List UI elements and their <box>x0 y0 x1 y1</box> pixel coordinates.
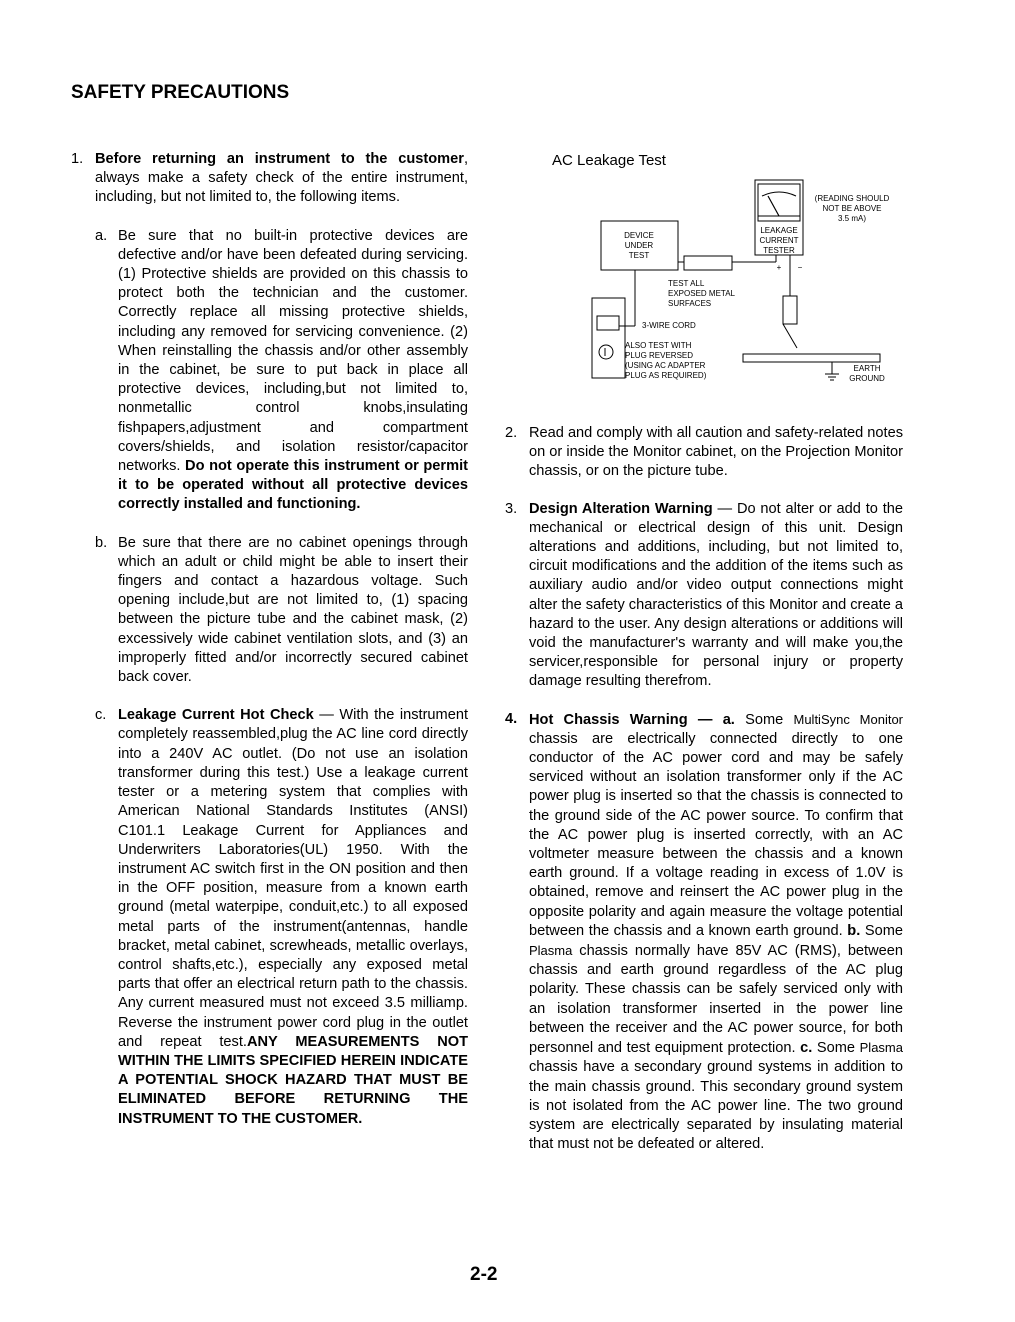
also-test-line4: PLUG AS REQUIRED) <box>625 371 707 380</box>
device-label-line3: TEST <box>628 251 650 260</box>
item-4 <box>505 710 903 1155</box>
probe-resistor <box>684 256 732 270</box>
item-4-some-2: Some <box>860 922 903 939</box>
item-4-b-label: b. <box>847 922 861 939</box>
tester-label-line1: LEAKAGE <box>760 226 798 235</box>
also-test-line1: ALSO TEST WITH <box>625 341 692 350</box>
item-1b <box>95 534 468 688</box>
item-4-c-label: c. <box>800 1040 813 1057</box>
reading-note-line2: NOT BE ABOVE <box>822 204 882 213</box>
item-4-product-3: Plasma <box>859 1040 903 1056</box>
item-4-heading: Hot Chassis Warning — a. <box>529 711 735 728</box>
figure-title: AC Leakage Test <box>552 152 666 169</box>
item-1b-letter: b. <box>95 534 108 551</box>
cord-label: 3-WIRE CORD <box>642 321 696 330</box>
item-1-number: 1. <box>71 151 84 167</box>
device-label-line2: UNDER <box>624 241 654 250</box>
item-1a-warning: Do not operate this instrument or permit it to be operated without all protective devices correctly installed and functioning. <box>118 458 468 513</box>
test-surfaces-line3: SURFACES <box>668 299 712 308</box>
right-column <box>505 424 903 1154</box>
item-1b-text: Be sure that there are no cabinet openings through which an adult or child might be able to insert their fingers and contact a hazardous voltage. Such opening include,but are not limited to, (1) spacing between the picture tube and the cabinet mask, (2) excessively wide cabinet ventilation slots, and (3) an improperly fitted and/or incorrectly secured cabinet back cover. <box>118 534 468 686</box>
item-1c-text: — With the instrument completely reassembled,plug the AC line cord directly into a 240V AC outlet. (Do not use an isolation transformer during this test.) Use a leakage current tester or a metering system that complies with American National Standards Institutes (ANSI) C101.1 Leakage Current for Appliances and Underwriters Laboratories(UL) 1950. With the instrument AC switch first in the ON position and then in the OFF position, measure from a known earth ground (metal waterpipe, conduit,etc.) to all exposed metal parts of the instrument(antennas, handle bracket, metal cabinet, screwheads, metallic overlays, control shafts,etc.), especially any exposed metal parts that offer an electrical return path to the chassis. Any current measured must not exceed 3.5 milliamp. Reverse the instrument power cord plug in the outlet and repeat test. <box>118 707 468 1050</box>
item-1 <box>71 150 468 208</box>
item-3-text: — Do not alter or add to the mechanical or electrical design of this unit. Design alterations and additions, including, but not limited to, circuit modifications and the addition of the items such as auxiliary audio and/or video output connections might alter the safety characteristics of this Monitor and create a hazard to the user. Any design alterations or additions will void the manufacturer's warranty and will make you,the servicer,responsible for personal injury or property damage resulting therefrom. <box>529 500 903 690</box>
ground-probe-handle <box>783 296 797 324</box>
ac-leakage-diagram <box>580 176 910 396</box>
device-label-line1: DEVICE <box>624 231 654 240</box>
item-1a-letter: a. <box>95 227 108 244</box>
meter-scale <box>762 192 796 196</box>
outlet-plug-top <box>597 316 619 330</box>
item-3-number: 3. <box>505 500 518 517</box>
item-1a <box>95 227 468 515</box>
item-3 <box>505 500 903 692</box>
left-column <box>71 150 468 1129</box>
item-2-number: 2. <box>505 425 518 441</box>
wall-outlet <box>592 298 625 378</box>
item-1a-text: Be sure that no built-in protective devices are defective and/or have been defeated during servicing. (1) Protective shields are provided on this chassis to protect both the technician and the customer. Correctly replace all missing protective shields, including any removed for servicing convenience. (2) When reinstalling the chassis and/or other assembly in the cabinet, be sure to put back in place all protective devices, including,but not limited to, nonmetallic control knobs,insulating fishpapers,adjustment and compartment covers/shields, and isolation resistor/capacitor networks. <box>118 227 468 475</box>
earth-ground-bar <box>743 354 880 362</box>
test-surfaces-line1: TEST ALL <box>668 279 705 288</box>
item-4-product-1: MultiSync Monitor <box>793 711 904 727</box>
minus-terminal: − <box>797 263 803 272</box>
item-1-heading: Before returning an instrument to the customer <box>95 151 464 167</box>
test-surfaces-line2: EXPOSED METAL <box>668 289 735 298</box>
item-4-text-a: chassis are electrically connected directly to one conductor of the AC power cord and may be safely serviced without an isolation transformer only if the AC power plug is inserted so that the chassis is connected to the ground side of the AC power source. To confirm that the AC power plug is inserted correctly, with an AC voltmeter measure between the chassis and a known earth ground. If a voltage reading in excess of 1.0V is obtained, remove and reinsert the AC power plug in the opposite polarity and again measure the voltage potential between the chassis and a known earth ground. <box>529 730 903 939</box>
ground-probe-tip <box>783 324 797 348</box>
item-2-text: Read and comply with all caution and safety-related notes on or inside the Monitor cabinet, on the Projection Monitor chassis, or on the picture tube. <box>529 425 903 480</box>
item-2 <box>505 424 903 482</box>
item-4-some-3: Some <box>812 1040 860 1057</box>
page-number: 2-2 <box>470 1264 498 1285</box>
item-4-text-b: chassis normally have 85V AC (RMS), between chassis and earth ground regardless of the AC plug polarity. These chassis can be safely serviced only with an isolation transformer inserted in the power line between the receiver and the AC power source, for both personnel and test equipment protection. <box>529 943 903 1057</box>
item-1c-letter: c. <box>95 707 107 724</box>
plus-terminal: + <box>776 263 782 272</box>
item-4-some-1: Some <box>734 711 794 728</box>
earth-label-line1: EARTH <box>853 364 881 373</box>
earth-label-line2: GROUND <box>849 374 885 383</box>
tester-label-line3: TESTER <box>763 246 795 255</box>
item-1c-heading: Leakage Current Hot Check <box>118 707 314 724</box>
item-3-heading: Design Alteration Warning <box>529 500 713 517</box>
page-title: SAFETY PRECAUTIONS <box>71 82 290 103</box>
meter-needle <box>768 196 779 216</box>
item-1c-warning: ANY MEASUREMENTS NOT WITHIN THE LIMITS SPECIFIED HEREIN INDICATE A POTENTIAL SHOCK HAZARD THAT MUST BE ELIMINATED BEFORE RETURNING THE INSTRUMENT TO THE CUSTOMER. <box>118 1033 468 1127</box>
item-1c <box>95 706 468 1128</box>
outlet-socket-bottom <box>599 345 613 359</box>
item-1-text: , always make a safety check of the entire instrument, including, but not limited to, the following items. <box>95 151 468 206</box>
also-test-line3: (USING AC ADAPTER <box>625 361 706 370</box>
reading-note-line3: 3.5 mA) <box>837 214 867 223</box>
item-4-text-c: chassis have a secondary ground systems in addition to the main chassis ground. This secondary ground system is not isolated from the AC power line. The two ground system are electrically separated by insulating material that must not be defeated or altered. <box>529 1059 903 1153</box>
also-test-line2: PLUG REVERSED <box>625 351 694 360</box>
item-4-product-2: Plasma <box>529 943 573 959</box>
tester-label-line2: CURRENT <box>759 236 799 245</box>
item-4-number: 4. <box>505 710 518 727</box>
reading-note-line1: (READING SHOULD <box>814 194 890 203</box>
